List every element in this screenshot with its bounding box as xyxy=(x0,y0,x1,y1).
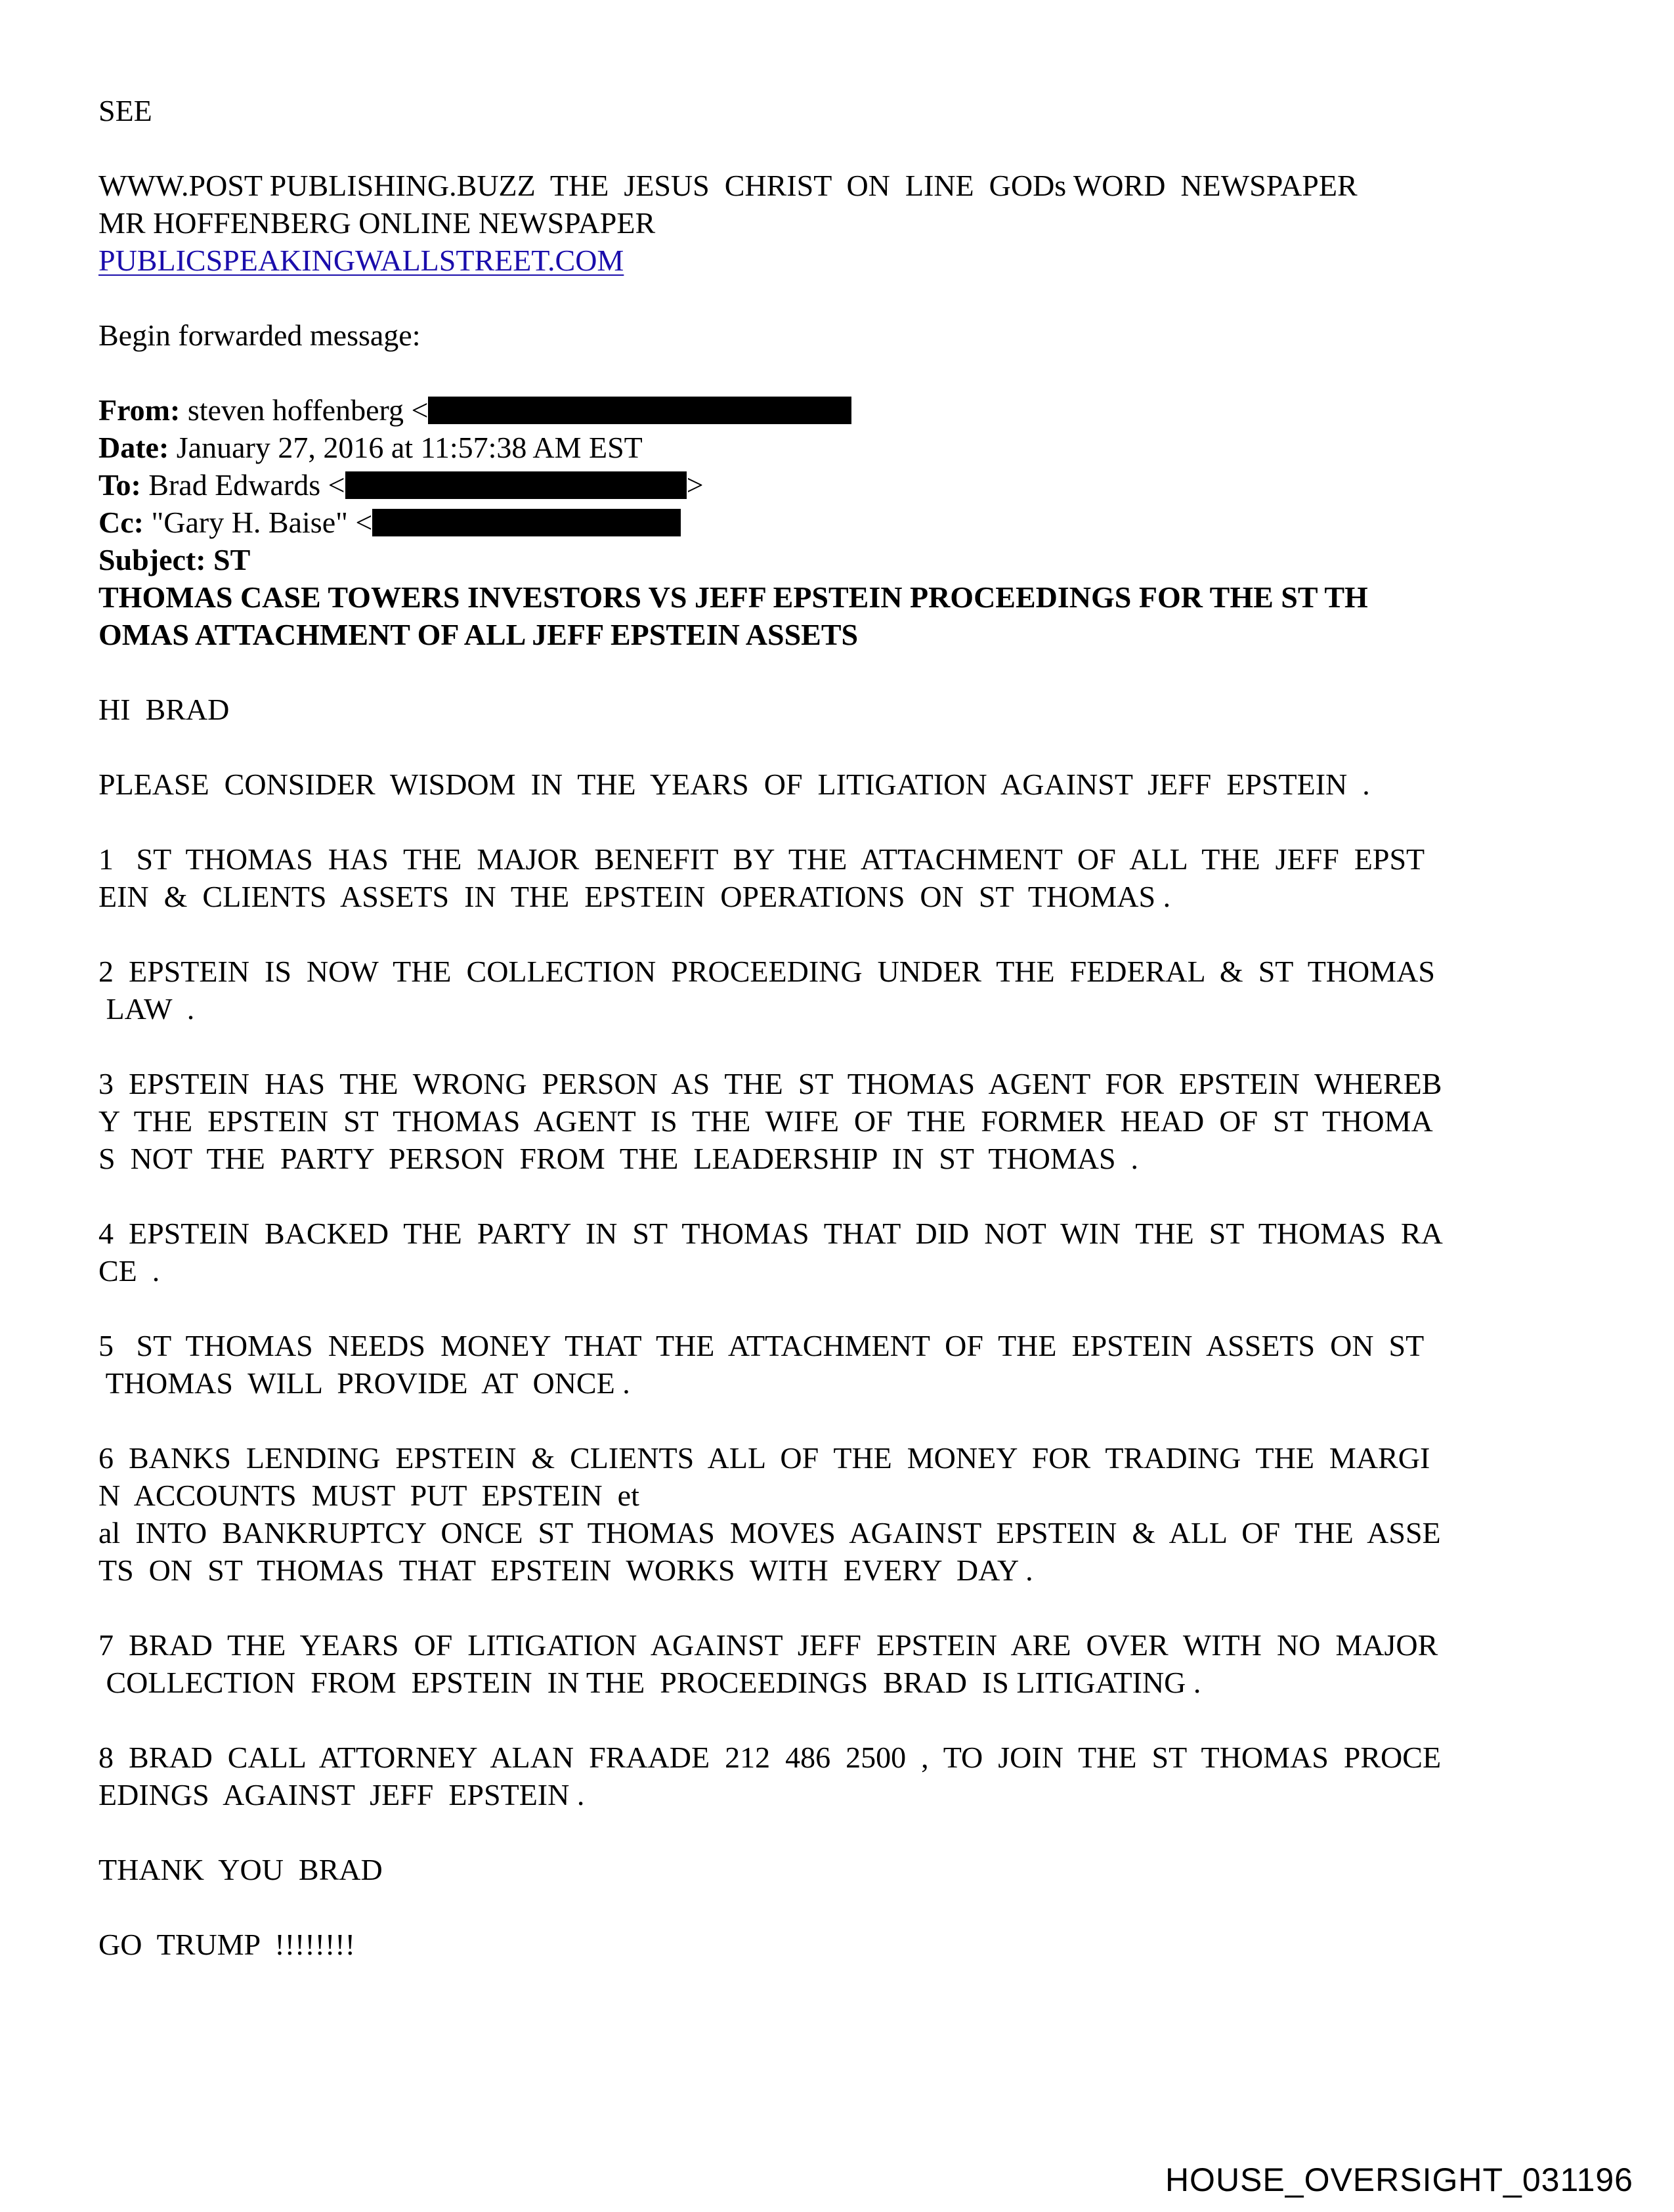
paragraph-line: EIN & CLIENTS ASSETS IN THE EPSTEIN OPERATIONS ON ST THOMAS . xyxy=(98,880,1171,913)
numbered-paragraph-5 xyxy=(98,1327,1576,1402)
closing-line: GO TRUMP !!!!!!!! xyxy=(98,1928,355,1961)
paragraph-line: Y THE EPSTEIN ST THOMAS AGENT IS THE WIFE OF THE FORMER HEAD OF ST THOMA xyxy=(98,1104,1433,1138)
paragraph-line: COLLECTION FROM EPSTEIN IN THE PROCEEDINGS BRAD IS LITIGATING . xyxy=(98,1666,1201,1699)
spacer xyxy=(98,1028,1576,1065)
subject-line-1: THOMAS CASE TOWERS INVESTORS VS JEFF EPSTEIN PROCEEDINGS FOR THE ST TH xyxy=(98,580,1368,614)
redaction-box xyxy=(372,509,681,536)
paragraph-line: S NOT THE PARTY PERSON FROM THE LEADERSHIP IN ST THOMAS . xyxy=(98,1142,1139,1175)
date-row xyxy=(98,429,1576,466)
cc-label: Cc: xyxy=(98,506,144,539)
numbered-paragraph-4 xyxy=(98,1215,1576,1290)
paragraph-line: TS ON ST THOMAS THAT EPSTEIN WORKS WITH EVERY DAY . xyxy=(98,1553,1033,1587)
numbered-paragraph-2 xyxy=(98,953,1576,1028)
spacer xyxy=(98,653,1576,691)
spacer xyxy=(98,803,1576,840)
online-newspaper-line: MR HOFFENBERG ONLINE NEWSPAPER xyxy=(98,206,656,240)
subject-line-2: OMAS ATTACHMENT OF ALL JEFF EPSTEIN ASSETS xyxy=(98,618,859,651)
spacer xyxy=(98,1589,1576,1626)
from-name: steven hoffenberg < xyxy=(180,393,429,427)
to-close: > xyxy=(686,468,704,502)
from-label: From: xyxy=(98,393,181,427)
paragraph-line: 3 EPSTEIN HAS THE WRONG PERSON AS THE ST THOMAS AGENT FOR EPSTEIN WHEREB xyxy=(98,1067,1442,1100)
spacer xyxy=(98,1813,1576,1851)
intro-paragraph: PLEASE CONSIDER WISDOM IN THE YEARS OF LITIGATION AGAINST JEFF EPSTEIN . xyxy=(98,768,1370,801)
see-line: SEE xyxy=(98,94,152,127)
spacer xyxy=(98,1177,1576,1215)
website-link[interactable]: PUBLICSPEAKINGWALLSTREET.COM xyxy=(98,244,624,277)
date-label: Date: xyxy=(98,431,169,464)
to-row xyxy=(98,466,1576,504)
paragraph-line: 4 EPSTEIN BACKED THE PARTY IN ST THOMAS THAT DID NOT WIN THE ST THOMAS RA xyxy=(98,1217,1443,1250)
paragraph-line: EDINGS AGAINST JEFF EPSTEIN . xyxy=(98,1778,585,1811)
bates-number: HOUSE_OVERSIGHT_031196 xyxy=(1165,2161,1633,2198)
numbered-paragraph-7 xyxy=(98,1626,1576,1701)
paragraph-line: CE . xyxy=(98,1254,160,1288)
spacer xyxy=(98,728,1576,766)
spacer xyxy=(98,1290,1576,1327)
email-header-block xyxy=(98,391,1576,653)
numbered-paragraph-1 xyxy=(98,840,1576,915)
to-name: Brad Edwards < xyxy=(140,468,345,502)
paragraph-line: 1 ST THOMAS HAS THE MAJOR BENEFIT BY THE ATTACHMENT OF ALL THE JEFF EPST xyxy=(98,842,1425,876)
forwarded-email-document xyxy=(98,92,1576,1963)
from-row xyxy=(98,391,1576,429)
cc-row xyxy=(98,504,1576,541)
spacer xyxy=(98,1701,1576,1739)
numbered-paragraph-8 xyxy=(98,1739,1576,1813)
paragraph-line: 6 BANKS LENDING EPSTEIN & CLIENTS ALL OF THE MONEY FOR TRADING THE MARGI xyxy=(98,1441,1430,1475)
redaction-box xyxy=(428,397,851,424)
redaction-box xyxy=(345,471,687,499)
paragraph-line: N ACCOUNTS MUST PUT EPSTEIN et xyxy=(98,1479,639,1512)
forward-intro: Begin forwarded message: xyxy=(98,318,421,352)
greeting: HI BRAD xyxy=(98,693,230,726)
paragraph-line: al INTO BANKRUPTCY ONCE ST THOMAS MOVES AGAINST EPSTEIN & ALL OF THE ASSE xyxy=(98,1516,1441,1550)
spacer xyxy=(98,279,1576,316)
spacer xyxy=(98,354,1576,391)
spacer xyxy=(98,915,1576,953)
paragraph-line: 8 BRAD CALL ATTORNEY ALAN FRAADE 212 486 2500 , TO JOIN THE ST THOMAS PROCE xyxy=(98,1741,1442,1774)
cc-name: "Gary H. Baise" < xyxy=(143,506,373,539)
thanks-line: THANK YOU BRAD xyxy=(98,1853,383,1886)
numbered-paragraph-3 xyxy=(98,1065,1576,1177)
date-value: January 27, 2016 at 11:57:38 AM EST xyxy=(169,431,643,464)
spacer xyxy=(98,1402,1576,1439)
paragraph-line: LAW . xyxy=(98,992,195,1026)
subject-label: Subject: ST xyxy=(98,543,251,576)
spacer xyxy=(98,1888,1576,1926)
paragraph-line: 7 BRAD THE YEARS OF LITIGATION AGAINST JEFF EPSTEIN ARE OVER WITH NO MAJOR xyxy=(98,1628,1438,1662)
paragraph-line: 2 EPSTEIN IS NOW THE COLLECTION PROCEEDING UNDER THE FEDERAL & ST THOMAS xyxy=(98,955,1435,988)
spacer xyxy=(98,129,1576,167)
numbered-paragraph-6 xyxy=(98,1439,1576,1589)
paragraph-line: 5 ST THOMAS NEEDS MONEY THAT THE ATTACHMENT OF THE EPSTEIN ASSETS ON ST xyxy=(98,1329,1425,1362)
paragraph-line: THOMAS WILL PROVIDE AT ONCE . xyxy=(98,1366,630,1400)
to-label: To: xyxy=(98,468,141,502)
website-line: WWW.POST PUBLISHING.BUZZ THE JESUS CHRIST ON LINE GODs WORD NEWSPAPER xyxy=(98,169,1358,202)
